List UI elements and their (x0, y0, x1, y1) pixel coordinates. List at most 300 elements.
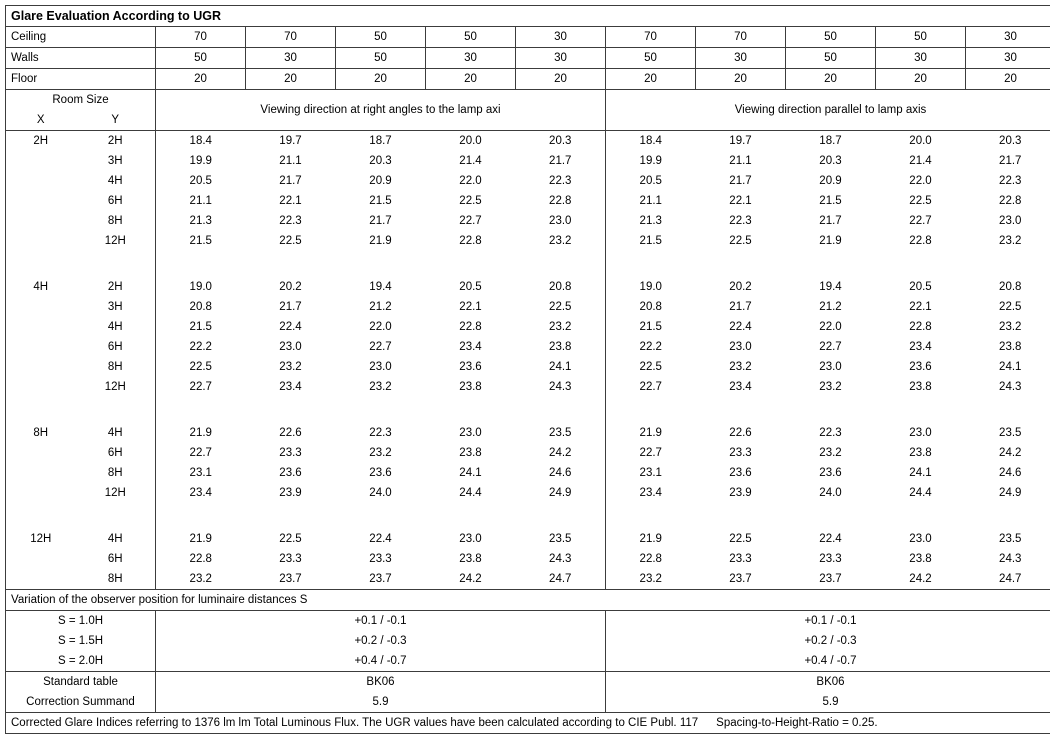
group-x-spacer (6, 357, 76, 377)
ugr-value: 23.9 (729, 486, 752, 499)
ceiling-value-5: 30 (516, 27, 606, 48)
group-x-spacer (6, 297, 76, 317)
ugr-value: 21.1 (279, 154, 302, 167)
walls-value-5: 30 (516, 48, 606, 69)
ceiling-value-9: 50 (876, 27, 966, 48)
ugr-value: 23.0 (549, 214, 572, 227)
ugr-value: 24.6 (549, 466, 572, 479)
ugr-value: 21.4 (909, 154, 932, 167)
ugr-value: 20.5 (606, 171, 696, 191)
ugr-value: 21.3 (156, 211, 246, 231)
ugr-value: 22.7 (156, 443, 246, 463)
walls-value-2: 30 (246, 48, 336, 69)
ugr-value: 23.7 (696, 569, 786, 590)
ceiling-value-8: 50 (786, 27, 876, 48)
ugr-value: 20.9 (819, 174, 842, 187)
group-x-spacer (6, 483, 76, 503)
spacer (336, 251, 426, 277)
ugr-value: 24.9 (966, 483, 1050, 503)
floor-value-9: 20 (876, 69, 966, 90)
ugr-value: 20.0 (426, 131, 516, 152)
ugr-value: 23.4 (606, 483, 696, 503)
spacer (876, 251, 966, 277)
table-row-floor (6, 69, 1050, 90)
ugr-value: 22.5 (909, 194, 932, 207)
page-title: Glare Evaluation According to UGR (6, 6, 1050, 27)
spacer (6, 503, 76, 529)
ugr-value: 22.0 (909, 174, 932, 187)
ugr-value: 23.2 (549, 320, 572, 333)
spacer (156, 251, 246, 277)
ugr-value: 23.4 (156, 483, 246, 503)
group-spacer-row (6, 503, 1050, 529)
table-row (6, 377, 1050, 397)
footer-row (6, 713, 1050, 734)
spacer (606, 397, 696, 423)
table-row (6, 337, 1050, 357)
ugr-value: 22.6 (279, 426, 302, 439)
spacer (246, 503, 336, 529)
group-x-spacer (6, 463, 76, 483)
spacer (336, 397, 426, 423)
ugr-value: 21.7 (369, 214, 392, 227)
title-row (6, 6, 1050, 27)
standard-table-label: Standard table (6, 672, 156, 693)
ugr-value: 21.9 (606, 529, 696, 549)
ugr-value: 21.7 (729, 174, 752, 187)
standard-table-row (6, 672, 1050, 693)
walls-value-9: 30 (876, 48, 966, 69)
walls-value-6: 50 (606, 48, 696, 69)
variation-label: S = 2.0H (6, 651, 156, 672)
ugr-value: 23.8 (459, 380, 482, 393)
ugr-value: 21.1 (606, 191, 696, 211)
ugr-value: 22.5 (729, 234, 752, 247)
ugr-value: 22.5 (279, 532, 302, 545)
ugr-value: 21.7 (819, 214, 842, 227)
ugr-value: 23.2 (819, 380, 842, 393)
spacer (246, 397, 336, 423)
table-row (6, 317, 1050, 337)
group-x-4h: 4H (6, 277, 76, 297)
spacer (696, 397, 786, 423)
table-row (6, 443, 1050, 463)
table-row (6, 529, 1050, 549)
row-y-label: 2H (76, 131, 156, 152)
ugr-value: 23.3 (369, 552, 392, 565)
table-row (6, 357, 1050, 377)
row-y-label: 8H (107, 360, 123, 373)
ceiling-value-4: 50 (426, 27, 516, 48)
ugr-value: 23.6 (459, 360, 482, 373)
ugr-value: 24.6 (966, 463, 1050, 483)
ugr-value: 23.5 (966, 529, 1050, 549)
ugr-value: 22.1 (729, 194, 752, 207)
row-y-label: 6H (107, 340, 123, 353)
ugr-value: 24.0 (819, 486, 842, 499)
ugr-value: 24.2 (876, 569, 966, 590)
spacer (606, 503, 696, 529)
ugr-table (5, 5, 1050, 734)
ugr-value: 21.7 (279, 300, 302, 313)
ugr-value: 22.0 (459, 174, 482, 187)
ugr-value: 23.3 (729, 552, 752, 565)
row-label-ceiling: Ceiling (6, 27, 156, 48)
ugr-value: 23.8 (966, 337, 1050, 357)
row-y-label: 12H (104, 380, 126, 393)
ugr-value: 23.9 (279, 486, 302, 499)
ugr-value: 22.5 (549, 300, 572, 313)
variation-header-row (6, 590, 1050, 611)
ugr-value: 18.4 (606, 131, 696, 152)
ugr-value: 23.4 (279, 380, 302, 393)
spacer (76, 251, 156, 277)
spacer (876, 503, 966, 529)
ugr-value: 22.7 (369, 340, 392, 353)
ugr-value: 23.2 (729, 360, 752, 373)
ugr-value: 21.9 (156, 529, 246, 549)
floor-value-1: 20 (156, 69, 246, 90)
ugr-value: 23.5 (966, 423, 1050, 443)
row-label-floor: Floor (6, 69, 156, 90)
spacer (966, 503, 1050, 529)
ugr-value: 24.2 (549, 446, 572, 459)
ugr-value: 23.3 (279, 552, 302, 565)
ugr-value: 22.7 (459, 214, 482, 227)
ugr-value: 24.2 (426, 569, 516, 590)
ugr-value: 23.3 (279, 446, 302, 459)
spacer (516, 251, 606, 277)
table-row (6, 549, 1050, 569)
ugr-value: 23.5 (549, 426, 572, 439)
ugr-value: 22.4 (729, 320, 752, 333)
ugr-value: 23.3 (819, 552, 842, 565)
ugr-value: 20.8 (966, 277, 1050, 297)
ugr-value: 21.5 (156, 231, 246, 251)
footer-note (6, 713, 1050, 734)
spacer (246, 251, 336, 277)
ugr-value: 22.4 (819, 532, 842, 545)
spacer (156, 397, 246, 423)
floor-value-7: 20 (696, 69, 786, 90)
ugr-value: 20.8 (549, 280, 572, 293)
ugr-value: 20.3 (369, 154, 392, 167)
row-y-label: 3H (107, 300, 123, 313)
ugr-value: 19.7 (246, 131, 336, 152)
ugr-value: 20.3 (516, 131, 606, 152)
floor-value-8: 20 (786, 69, 876, 90)
ceiling-value-10: 30 (966, 27, 1050, 48)
ugr-value: 22.3 (729, 214, 752, 227)
ugr-value: 19.9 (156, 151, 246, 171)
ugr-value: 23.2 (369, 380, 392, 393)
group-x-spacer (6, 317, 76, 337)
ugr-value: 20.9 (369, 174, 392, 187)
room-size-header-row (6, 90, 1050, 111)
correction-summand-left: 5.9 (156, 692, 606, 713)
ugr-value: 24.4 (909, 486, 932, 499)
ceiling-value-2: 70 (246, 27, 336, 48)
floor-value-4: 20 (426, 69, 516, 90)
spacer (156, 503, 246, 529)
spacer (786, 397, 876, 423)
ugr-value: 19.7 (696, 131, 786, 152)
ugr-value: 19.0 (606, 277, 696, 297)
ugr-value: 23.0 (369, 360, 392, 373)
spacer (696, 503, 786, 529)
table-row-walls (6, 48, 1050, 69)
ugr-value: 20.2 (729, 280, 752, 293)
ugr-value: 20.3 (966, 131, 1050, 152)
group-x-spacer (6, 337, 76, 357)
room-size-x-label: X (6, 110, 76, 131)
ugr-value: 22.3 (549, 174, 572, 187)
group-x-spacer (6, 569, 76, 590)
spacer (516, 397, 606, 423)
variation-label: S = 1.0H (6, 611, 156, 632)
ugr-value: 24.7 (516, 569, 606, 590)
ugr-value: 20.5 (909, 280, 932, 293)
table-row (6, 463, 1050, 483)
ugr-value: 23.8 (909, 552, 932, 565)
footer-text: Corrected Glare Indices referring to 1376 lm lm Total Luminous Flux. The UGR values have been calculated according to CIE Publ. 117 (11, 716, 699, 729)
ugr-value: 24.3 (966, 549, 1050, 569)
ugr-value: 23.8 (549, 340, 572, 353)
group-x-spacer (6, 151, 76, 171)
ugr-value: 24.1 (966, 357, 1050, 377)
table-row (6, 231, 1050, 251)
ugr-value: 23.0 (279, 340, 302, 353)
ugr-value: 23.0 (909, 532, 932, 545)
ugr-value: 23.2 (369, 446, 392, 459)
ugr-value: 21.5 (369, 194, 392, 207)
ugr-value: 22.3 (819, 426, 842, 439)
ugr-value: 21.2 (369, 300, 392, 313)
floor-value-6: 20 (606, 69, 696, 90)
ugr-value: 23.2 (966, 231, 1050, 251)
ugr-value: 20.2 (279, 280, 302, 293)
ugr-value: 23.0 (909, 426, 932, 439)
spacer (6, 251, 76, 277)
ugr-value: 21.1 (729, 154, 752, 167)
ugr-value: 24.3 (549, 380, 572, 393)
walls-value-3: 50 (336, 48, 426, 69)
table-row (6, 277, 1050, 297)
walls-value-8: 50 (786, 48, 876, 69)
floor-value-2: 20 (246, 69, 336, 90)
spacer (76, 503, 156, 529)
ugr-value: 22.8 (459, 234, 482, 247)
spacer (426, 251, 516, 277)
ugr-value: 22.8 (156, 549, 246, 569)
correction-summand-right: 5.9 (606, 692, 1050, 713)
table-row (6, 297, 1050, 317)
ugr-value: 24.7 (966, 569, 1050, 590)
ugr-value: 23.6 (729, 466, 752, 479)
row-y-label: 2H (107, 280, 123, 293)
row-y-label: 4H (107, 532, 123, 545)
spacer (966, 251, 1050, 277)
ugr-value: 23.0 (459, 532, 482, 545)
row-y-label: 4H (107, 320, 123, 333)
ugr-value: 19.4 (369, 280, 392, 293)
correction-summand-row (6, 692, 1050, 713)
variation-row-1 (6, 611, 1050, 632)
ugr-value: 24.3 (966, 377, 1050, 397)
ugr-value: 22.7 (909, 214, 932, 227)
ugr-value: 21.9 (369, 234, 392, 247)
spacer (426, 397, 516, 423)
ugr-value: 23.3 (729, 446, 752, 459)
ugr-value: 23.2 (606, 569, 696, 590)
ugr-value: 21.9 (156, 423, 246, 443)
table-row (6, 483, 1050, 503)
ugr-value: 20.5 (156, 171, 246, 191)
ugr-table-body (6, 6, 1050, 734)
ugr-value: 21.5 (819, 194, 842, 207)
ugr-value: 23.8 (909, 446, 932, 459)
ugr-value: 21.5 (606, 231, 696, 251)
spacer (516, 503, 606, 529)
ugr-value: 22.4 (279, 320, 302, 333)
ugr-value: 24.4 (459, 486, 482, 499)
group-x-spacer (6, 231, 76, 251)
variation-row-3 (6, 651, 1050, 672)
ugr-value: 23.1 (156, 463, 246, 483)
group-x-spacer (6, 549, 76, 569)
ugr-value: 24.2 (966, 443, 1050, 463)
ugr-value: 22.0 (819, 320, 842, 333)
ugr-value: 21.9 (819, 234, 842, 247)
ugr-value: 20.0 (876, 131, 966, 152)
ugr-value: 21.3 (606, 211, 696, 231)
ugr-value: 23.0 (459, 426, 482, 439)
ugr-value: 20.8 (606, 297, 696, 317)
group-spacer-row (6, 251, 1050, 277)
ugr-value: 23.2 (279, 360, 302, 373)
room-size-label: Room Size (6, 90, 156, 111)
spacer (966, 397, 1050, 423)
ugr-value: 22.8 (606, 549, 696, 569)
ugr-value: 24.9 (549, 486, 572, 499)
ugr-value: 23.4 (729, 380, 752, 393)
ugr-value: 21.2 (819, 300, 842, 313)
ugr-value: 23.2 (549, 234, 572, 247)
row-y-label: 8H (107, 214, 123, 227)
ugr-value: 22.1 (459, 300, 482, 313)
ugr-value: 22.8 (459, 320, 482, 333)
row-y-label: 4H (107, 426, 123, 439)
spacer (786, 251, 876, 277)
row-y-label: 12H (104, 486, 126, 499)
ugr-value: 20.3 (819, 154, 842, 167)
ugr-value: 22.5 (729, 532, 752, 545)
group-x-spacer (6, 211, 76, 231)
ugr-value: 22.0 (369, 320, 392, 333)
ugr-value: 23.8 (459, 552, 482, 565)
ugr-value: 22.5 (279, 234, 302, 247)
table-row (6, 423, 1050, 443)
row-label-walls: Walls (6, 48, 156, 69)
ugr-value: 19.4 (819, 280, 842, 293)
table-row (6, 569, 1050, 590)
ugr-value: 22.2 (606, 337, 696, 357)
walls-value-7: 30 (696, 48, 786, 69)
table-row (6, 171, 1050, 191)
ugr-value: 22.2 (156, 337, 246, 357)
walls-value-4: 30 (426, 48, 516, 69)
variation-left-value: +0.4 / -0.7 (156, 651, 606, 672)
ugr-value: 23.7 (786, 569, 876, 590)
ugr-value: 24.1 (459, 466, 482, 479)
spacer (6, 397, 76, 423)
table-row (6, 211, 1050, 231)
table-row (6, 131, 1050, 152)
correction-summand-label: Correction Summand (6, 692, 156, 713)
spacer (76, 397, 156, 423)
variation-row-2 (6, 631, 1050, 651)
ugr-value: 24.1 (549, 360, 572, 373)
spacer (696, 251, 786, 277)
ugr-value: 21.1 (156, 191, 246, 211)
ugr-value: 22.5 (966, 297, 1050, 317)
ugr-value: 23.6 (909, 360, 932, 373)
variation-right-value: +0.1 / -0.1 (606, 611, 1050, 632)
ugr-value: 22.3 (279, 214, 302, 227)
ugr-value: 20.8 (156, 297, 246, 317)
row-y-label: 3H (107, 154, 123, 167)
floor-value-5: 20 (516, 69, 606, 90)
spacer (786, 503, 876, 529)
ugr-value: 22.1 (279, 194, 302, 207)
floor-value-10: 20 (966, 69, 1050, 90)
ugr-value: 22.1 (909, 300, 932, 313)
spacer (426, 503, 516, 529)
group-x-spacer (6, 191, 76, 211)
ceiling-value-6: 70 (606, 27, 696, 48)
group-x-spacer (6, 443, 76, 463)
row-y-label: 12H (104, 234, 126, 247)
ugr-value: 18.4 (156, 131, 246, 152)
row-y-label: 8H (76, 569, 156, 590)
ugr-value: 22.4 (369, 532, 392, 545)
ugr-value: 23.7 (336, 569, 426, 590)
variation-label: S = 1.5H (6, 631, 156, 651)
row-y-label: 8H (107, 466, 123, 479)
ugr-value: 22.3 (966, 171, 1050, 191)
standard-table-left: BK06 (156, 672, 606, 693)
row-y-label: 4H (107, 174, 123, 187)
footer-spacing-ratio: Spacing-to-Height-Ratio = 0.25. (716, 716, 878, 729)
row-y-label: 6H (107, 446, 123, 459)
viewing-direction-parallel: Viewing direction parallel to lamp axis (606, 90, 1050, 131)
ugr-value: 22.8 (966, 191, 1050, 211)
ugr-value: 24.3 (549, 552, 572, 565)
ugr-value: 23.5 (549, 532, 572, 545)
variation-left-value: +0.2 / -0.3 (156, 631, 606, 651)
ugr-value: 22.7 (156, 377, 246, 397)
ugr-value: 22.6 (729, 426, 752, 439)
ugr-value: 19.9 (606, 151, 696, 171)
ugr-value: 22.7 (819, 340, 842, 353)
group-x-spacer (6, 377, 76, 397)
ceiling-value-7: 70 (696, 27, 786, 48)
table-row (6, 191, 1050, 211)
ugr-value: 21.7 (549, 154, 572, 167)
room-size-y-label: Y (76, 110, 156, 131)
ugr-value: 20.5 (459, 280, 482, 293)
ugr-value: 21.4 (459, 154, 482, 167)
